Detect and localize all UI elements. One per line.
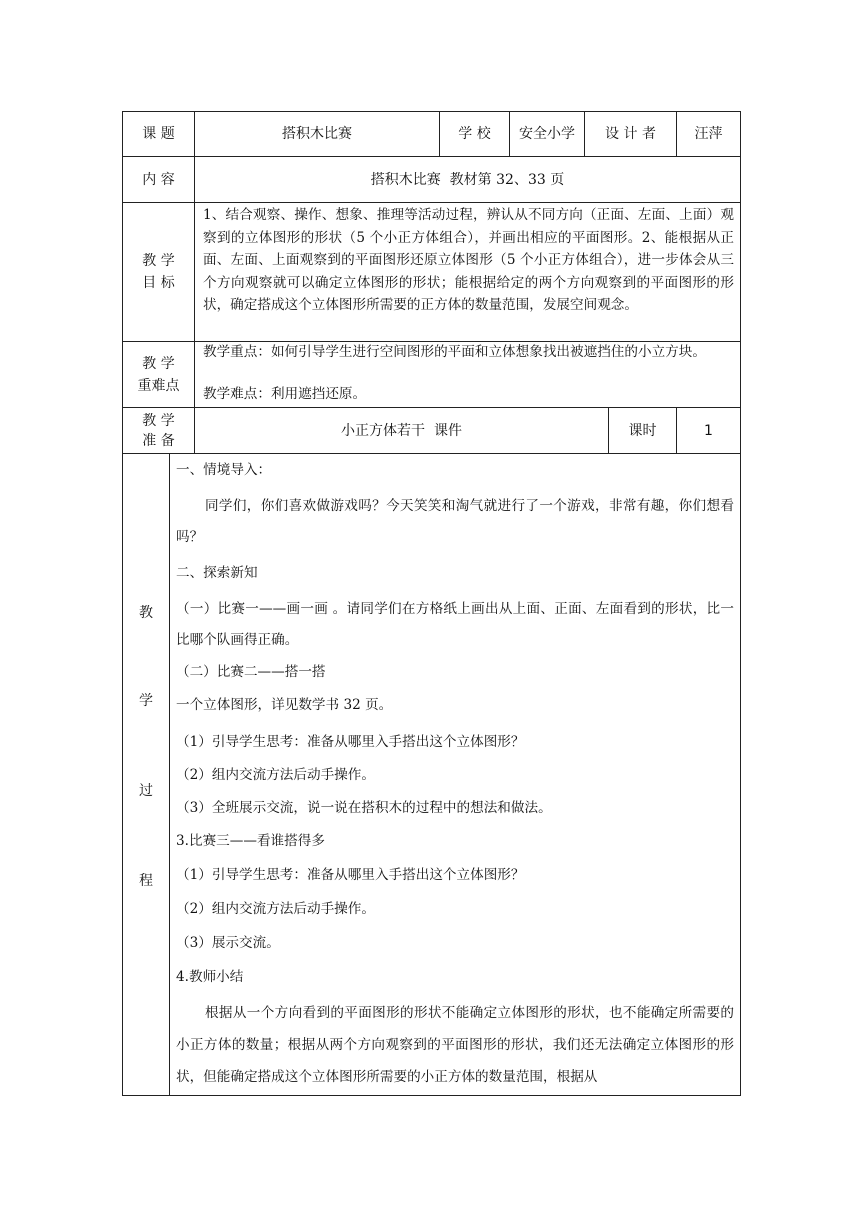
prep-label-line2: 准 备 xyxy=(142,432,175,449)
summary-text: 根据从一个方向看到的平面图形的形状不能确定立体图形的形状，也不能确定所需要的小正方体的数量；根据从两个方向观察到的平面图形的形状，我们还无法确定立体图形的形状，但能确定搭成这个立体图形所需要的小正方体的数量范围，根据从 xyxy=(176,1005,734,1085)
content-label: 内 容 xyxy=(142,171,175,188)
game-2-line: 一个立体图形，详见数学书 32 页。 xyxy=(176,697,393,713)
keypoints-label-line1: 教 学 xyxy=(142,355,175,372)
prep-value: 小正方体若干 课件 xyxy=(341,422,462,439)
school-label: 学 校 xyxy=(458,126,491,142)
summary-title: 4.教师小结 xyxy=(176,969,244,985)
hours-value: 1 xyxy=(704,422,713,439)
game-1-text: （一）比赛一——画一画 。请同学们在方格纸上画出从上面、正面、左面看到的形状，比一比哪个队画得正确。 xyxy=(176,601,734,648)
game-2-step-2: （2）组内交流方法后动手操作。 xyxy=(176,767,375,783)
objectives-label-line1: 教 学 xyxy=(142,253,175,269)
keypoints-label xyxy=(123,342,194,407)
section-1-text: 同学们，你们喜欢做游戏吗？今天笑笑和淘气就进行了一个游戏，非常有趣，你们想看吗？ xyxy=(176,498,734,545)
topic-value: 搭积木比赛 xyxy=(282,126,352,142)
game-3-step-2: （2）组内交流方法后动手操作。 xyxy=(176,901,375,917)
game-3-step-1: （1）引导学生思考：准备从哪里入手搭出这个立体图形？ xyxy=(176,867,525,883)
game-2-step-1: （1）引导学生思考：准备从哪里入手搭出这个立体图形？ xyxy=(176,734,525,750)
process-label-char: 过 xyxy=(139,783,153,799)
game-2-title: （二）比赛二——搭一搭 xyxy=(176,664,326,680)
school-value: 安全小学 xyxy=(519,126,575,142)
process-label-char: 学 xyxy=(139,693,153,709)
table-border xyxy=(740,111,741,1096)
keypoints-difficulty: 教学难点：利用遮挡还原。 xyxy=(203,386,367,402)
designer-label: 设 计 者 xyxy=(605,126,656,142)
section-2-title: 二、探索新知 xyxy=(176,565,258,581)
section-1-title: 一、情境导入： xyxy=(176,462,272,478)
process-label-char: 教 xyxy=(139,605,153,621)
game-3-step-3: （3）展示交流。 xyxy=(176,935,280,951)
table-border xyxy=(122,202,741,203)
process-label-char: 程 xyxy=(139,873,153,889)
table-border xyxy=(169,453,170,1096)
objectives-label xyxy=(123,203,194,341)
hours-label: 课时 xyxy=(628,422,657,439)
objectives-label-line2: 目 标 xyxy=(142,275,175,291)
prep-label-line1: 教 学 xyxy=(142,412,175,429)
game-2-step-3: （3）全班展示交流，说一说在搭积木的过程中的想法和做法。 xyxy=(176,800,552,816)
game-3-title: 3.比赛三——看谁搭得多 xyxy=(176,833,325,849)
keypoints-key: 教学重点：如何引导学生进行空间图形的平面和立体想象找出被遮挡住的小立方块。 xyxy=(203,344,706,360)
topic-label: 课 题 xyxy=(142,126,175,142)
table-border xyxy=(122,1095,741,1096)
content-value: 搭积木比赛 教材第 32、33 页 xyxy=(370,171,565,188)
designer-value: 汪萍 xyxy=(694,126,723,142)
keypoints-label-line2: 重难点 xyxy=(137,377,180,394)
prep-label xyxy=(123,408,194,453)
table-border xyxy=(122,453,741,454)
objectives-text: 1、结合观察、操作、想象、推理等活动过程，辨认从不同方向（正面、左面、上面）观察到的立体图形的形状（5 个小正方体组合），并画出相应的平面图形。2、能根据从正面、左面、上面观察到的平面图形还原立体图形（5 个小正方体组合），进一步体会从三个方向观察就可以确定立体图形的形状；能根据给定的两个方向观察到的平面图形的形状，确定搭成这个立体图形所需要的正方体的数量范围，发展空间观念。 xyxy=(203,207,734,313)
